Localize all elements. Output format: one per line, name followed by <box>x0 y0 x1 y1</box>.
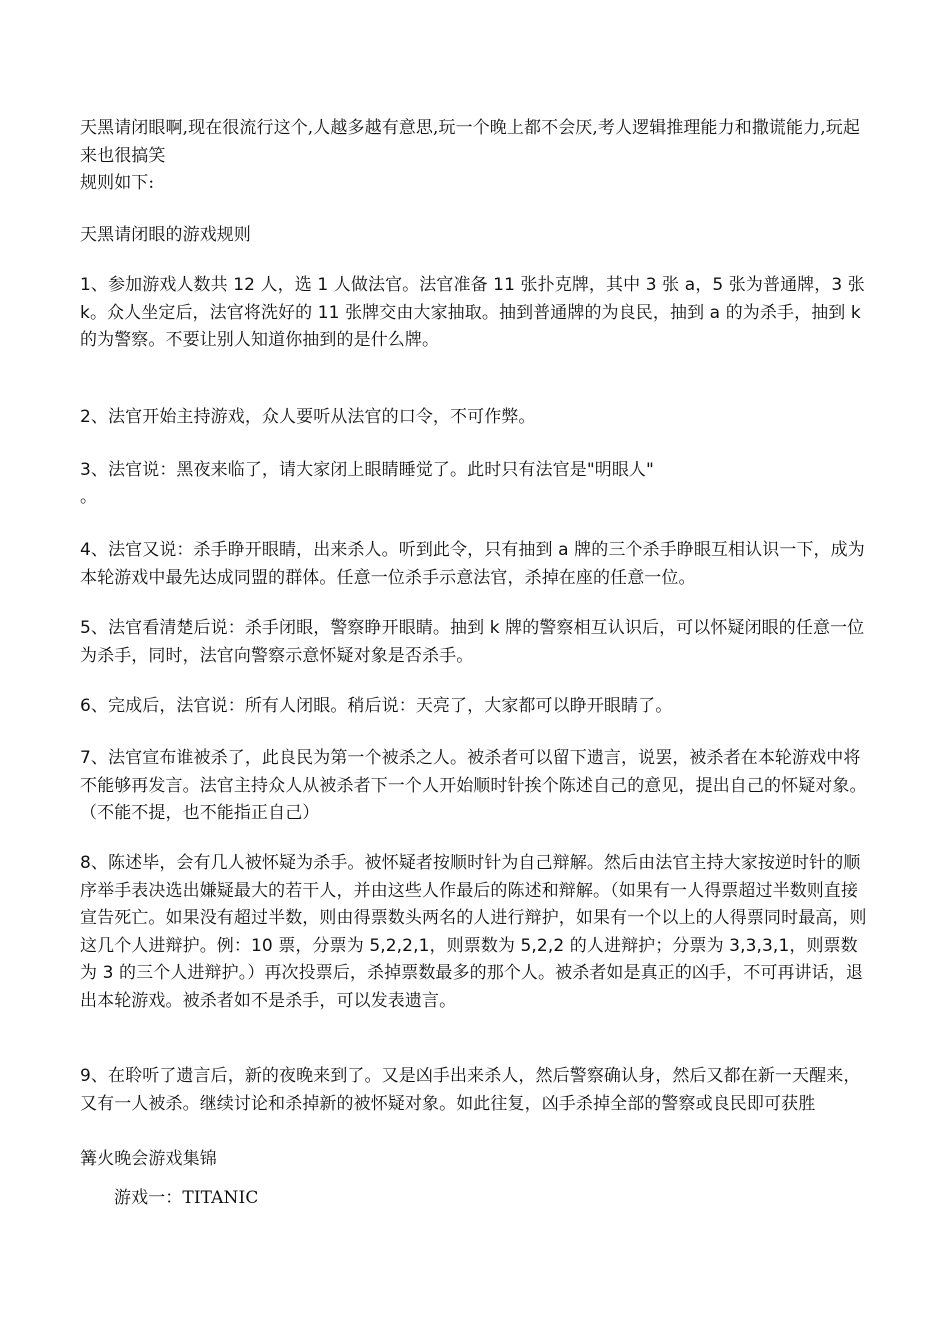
rules-label: 规则如下: <box>80 173 155 193</box>
rule-paragraph-1: 1、参加游戏人数共 12 人，选 1 人做法官。法官准备 11 张扑克牌，其中 3 张 a，5 张为普通牌，3 张 k。众人坐定后，法官将洗好的 11 张牌交由大家抽取。抽到普通牌的为良民，抽到 a 的为杀手，抽到 k 的为警察。不要让别人知道你抽到的是什么牌。 <box>80 275 865 350</box>
rule-paragraph-4: 4、法官又说：杀手睁开眼睛，出来杀人。听到此令，只有抽到 a 牌的三个杀手睁眼互相认识一下，成为本轮游戏中最先达成同盟的群体。任意一位杀手示意法官，杀掉在座的任意一位。 <box>80 540 865 588</box>
game-one-title: 游戏一：TITANIC <box>114 1188 259 1208</box>
rule-paragraph-6: 6、完成后，法官说：所有人闭眼。稍后说：天亮了，大家都可以睁开眼睛了。 <box>80 696 673 716</box>
rule-paragraph-7: 7、法官宣布谁被杀了，此良民为第一个被杀之人。被杀者可以留下遗言，说罢，被杀者在本轮游戏中将不能够再发言。法官主持众人从被杀者下一个人开始顺时针挨个陈述自己的意见，提出自己的怀疑对象。（不能不提，也不能指正自己） <box>80 748 867 823</box>
rule-paragraph-2: 2、法官开始主持游戏，众人要听从法官的口令，不可作弊。 <box>80 407 536 427</box>
rule-paragraph-9: 9、在聆听了遗言后，新的夜晚来到了。又是凶手出来杀人，然后警察确认身，然后又都在新一天醒来，又有一人被杀。继续讨论和杀掉新的被怀疑对象。如此往复，凶手杀掉全部的警察或良民即可获胜 <box>80 1066 861 1114</box>
rule-paragraph-3-continuation: 。 <box>80 487 98 507</box>
rule-paragraph-3: 3、法官说：黑夜来临了，请大家闭上眼睛睡觉了。此时只有法官是"明眼人" <box>80 460 654 480</box>
rules-title: 天黑请闭眼的游戏规则 <box>80 225 251 245</box>
bonfire-games-title: 篝火晚会游戏集锦 <box>80 1149 217 1169</box>
rule-paragraph-8: 8、陈述毕，会有几人被怀疑为杀手。被怀疑者按顺时针为自己辩解。然后由法官主持大家按逆时针的顺序举手表决选出嫌疑最大的若干人，并由这些人作最后的陈述和辩解。（如果有一人得票超过半数则直接宣告死亡。如果没有超过半数，则由得票数头两名的人进行辩护，如果有一个以上的人得票同时最高，则这几个人进辩护。例：10 票，分票为 5,2,2,1，则票数为 5,2,2 的人进辩护；分票为 3,3,3,1，则票数为 3 的三个人进辩护。）再次投票后，杀掉票数最多的那个人。被杀者如是真正的凶手，不可再讲话，退出本轮游戏。被杀者如不是杀手，可以发表遗言。 <box>80 853 867 1011</box>
intro-paragraph: 天黑请闭眼啊,现在很流行这个,人越多越有意思,玩一个晚上都不会厌,考人逻辑推理能力和撒谎能力,玩起来也很搞笑 <box>80 118 860 166</box>
rule-paragraph-5: 5、法官看清楚后说：杀手闭眼，警察睁开眼睛。抽到 k 牌的警察相互认识后，可以怀疑闭眼的任意一位为杀手，同时，法官向警察示意怀疑对象是否杀手。 <box>80 618 865 666</box>
